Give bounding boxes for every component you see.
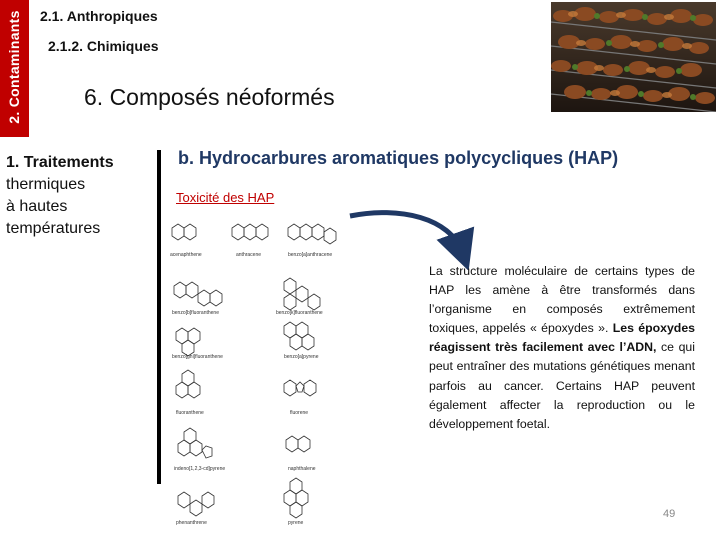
left-line-4: températures bbox=[6, 220, 101, 237]
left-line-3: à hautes bbox=[6, 198, 68, 215]
molecule-label: fluorene bbox=[290, 410, 309, 416]
grilled-skewers-image bbox=[551, 2, 716, 112]
hap-structures-drawing bbox=[164, 214, 374, 536]
molecule-label: naphthalene bbox=[288, 466, 316, 472]
section-sidebar bbox=[0, 0, 29, 137]
section-subtitle: b. Hydrocarbures aromatiques polycycliques (HAP) bbox=[178, 148, 619, 168]
molecule-label: pyrene bbox=[288, 520, 304, 526]
page-number: 49 bbox=[663, 508, 676, 520]
paragraph-part-2-bold: Les époxydes réagissent très facilement avec l’ADN, bbox=[429, 321, 695, 355]
molecule-label: benzo[a]pyrene bbox=[284, 354, 319, 360]
paragraph-part-3: ce qui peut entraîner des mutations génétiques menant parfois au cancer. Certains HAP peuvent également affecter la reproduction ou le développement foetal. bbox=[429, 340, 696, 431]
grilled-skewers-photo bbox=[551, 2, 716, 112]
hap-structures-panel bbox=[164, 214, 374, 536]
left-line-2: thermiques bbox=[6, 176, 86, 193]
subheading-anthropiques: 2.1. Anthropiques bbox=[40, 8, 158, 24]
molecule-label: fluoranthene bbox=[176, 410, 204, 416]
molecule-label: indeno[1,2,3-cd]pyrene bbox=[174, 466, 226, 472]
vertical-divider bbox=[157, 150, 161, 484]
toxicity-heading: Toxicité des HAP bbox=[176, 190, 275, 205]
left-line-1: 1. Traitements bbox=[6, 154, 114, 171]
molecule-label: benzo[a]anthracene bbox=[288, 252, 333, 258]
subheading-chimiques: 2.1.2. Chimiques bbox=[48, 38, 159, 54]
molecule-label: acenaphthene bbox=[170, 252, 202, 258]
paragraph-part-1: La structure moléculaire de certains types de HAP les amène à être transformés dans l’organisme en composés extrêmement toxiques, appelés « époxydes ». bbox=[429, 264, 695, 336]
molecule-label: benzo[b]fluoranthene bbox=[172, 310, 219, 316]
molecule-label: benzo[ghi]fluoranthene bbox=[172, 354, 223, 360]
toxicity-paragraph bbox=[429, 262, 695, 434]
molecule-label: benzo[k]fluoranthene bbox=[276, 310, 323, 316]
page-title: 6. Composés néoformés bbox=[84, 84, 335, 110]
molecule-label: anthracene bbox=[236, 252, 262, 258]
thermal-treatment-label bbox=[6, 152, 146, 240]
sidebar-label: 2. Contaminants bbox=[6, 10, 22, 124]
molecule-label: phenanthrene bbox=[176, 520, 207, 526]
